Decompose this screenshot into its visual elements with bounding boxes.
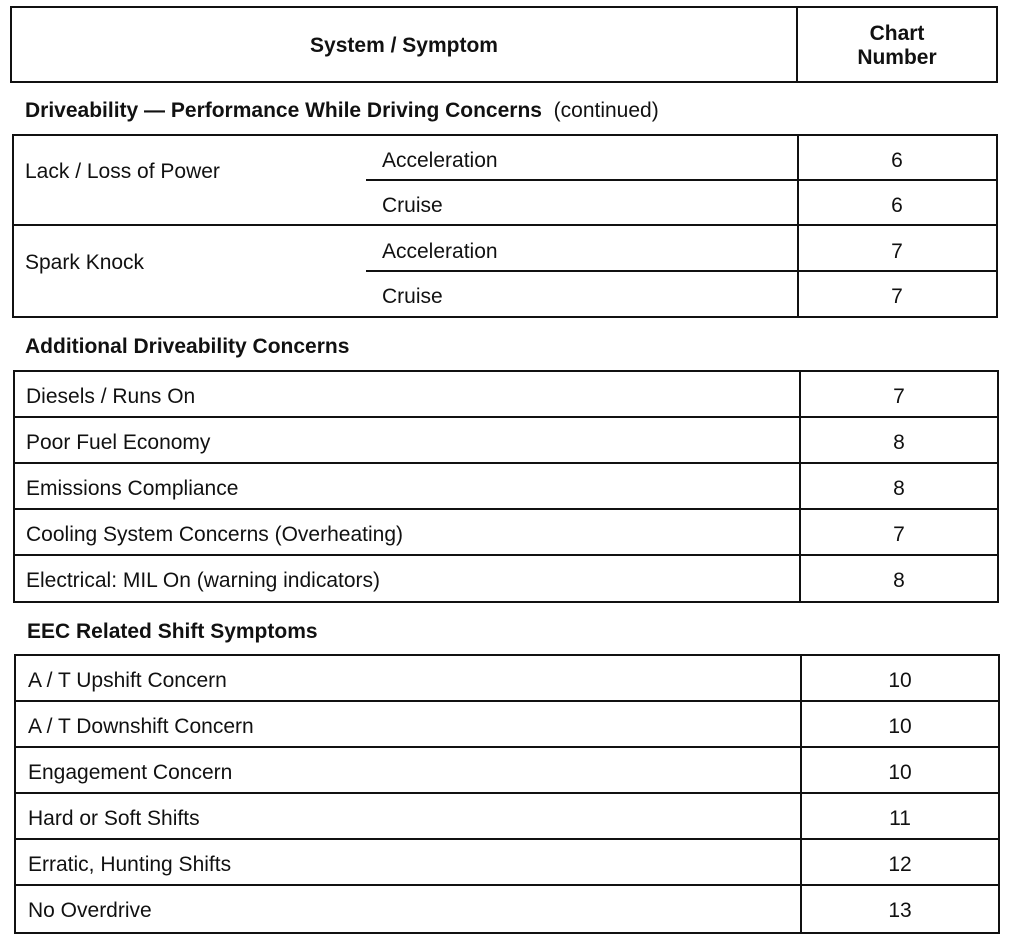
symptom-column-header: System / Symptom xyxy=(310,34,498,57)
symptom-label: A / T Downshift Concern xyxy=(28,715,254,738)
chart-number: 7 xyxy=(891,240,903,263)
chart-number: 8 xyxy=(893,477,905,500)
sub-label: Cruise xyxy=(382,194,443,217)
sub-divider-1 xyxy=(366,179,998,181)
sub-label: Acceleration xyxy=(382,240,498,263)
chart-column-header-line1: Chart xyxy=(869,22,925,45)
symptom-label: No Overdrive xyxy=(28,899,152,922)
symptom-label: Diesels / Runs On xyxy=(26,385,196,408)
row-divider xyxy=(14,792,1000,794)
chart-number: 11 xyxy=(889,807,911,830)
chart-number: 7 xyxy=(893,523,905,546)
chart-number: 7 xyxy=(893,385,905,408)
shift-col-divider xyxy=(800,654,802,934)
row-divider xyxy=(14,700,1000,702)
chart-number: 10 xyxy=(888,669,912,692)
symptom-label: Hard or Soft Shifts xyxy=(28,807,200,830)
group-label-lack-loss-power: Lack / Loss of Power xyxy=(25,160,220,183)
row-divider xyxy=(13,462,999,464)
sub-divider-2 xyxy=(366,270,998,272)
section-title-additional: Additional Driveability Concerns xyxy=(25,335,350,358)
chart-number: 10 xyxy=(888,761,912,784)
group-label-spark-knock: Spark Knock xyxy=(25,251,145,274)
row-divider xyxy=(14,746,1000,748)
symptom-label: Erratic, Hunting Shifts xyxy=(28,853,232,876)
chart-number: 8 xyxy=(893,431,905,454)
row-divider xyxy=(13,554,999,556)
symptom-label: Poor Fuel Economy xyxy=(26,431,211,454)
symptom-label: Cooling System Concerns (Overheating) xyxy=(26,523,403,546)
symptom-label: Electrical: MIL On (warning indicators) xyxy=(26,569,381,592)
sub-label: Cruise xyxy=(382,285,443,308)
section-title-driveability xyxy=(25,99,659,123)
symptom-label: Emissions Compliance xyxy=(26,477,239,500)
section-title-shift: EEC Related Shift Symptoms xyxy=(27,620,318,643)
chart-number: 7 xyxy=(891,285,903,308)
shift-table xyxy=(14,654,1000,934)
chart-number: 6 xyxy=(891,149,903,172)
chart-number: 13 xyxy=(888,899,912,922)
section-title-text: Driveability — Performance While Driving Concerns xyxy=(25,99,542,122)
row-divider xyxy=(13,508,999,510)
row-divider xyxy=(14,838,1000,840)
row-divider xyxy=(14,884,1000,886)
chart-number: 6 xyxy=(891,194,903,217)
sub-label: Acceleration xyxy=(382,149,498,172)
section-title-suffix: (continued) xyxy=(553,99,659,122)
chart-number: 10 xyxy=(888,715,912,738)
chart-number: 12 xyxy=(888,853,912,876)
group-divider xyxy=(12,224,998,226)
chart-number: 8 xyxy=(893,569,905,592)
symptom-label: A / T Upshift Concern xyxy=(28,669,227,692)
row-divider xyxy=(13,416,999,418)
symptom-label: Engagement Concern xyxy=(28,761,233,784)
chart-column-header-line2: Number xyxy=(857,46,937,69)
